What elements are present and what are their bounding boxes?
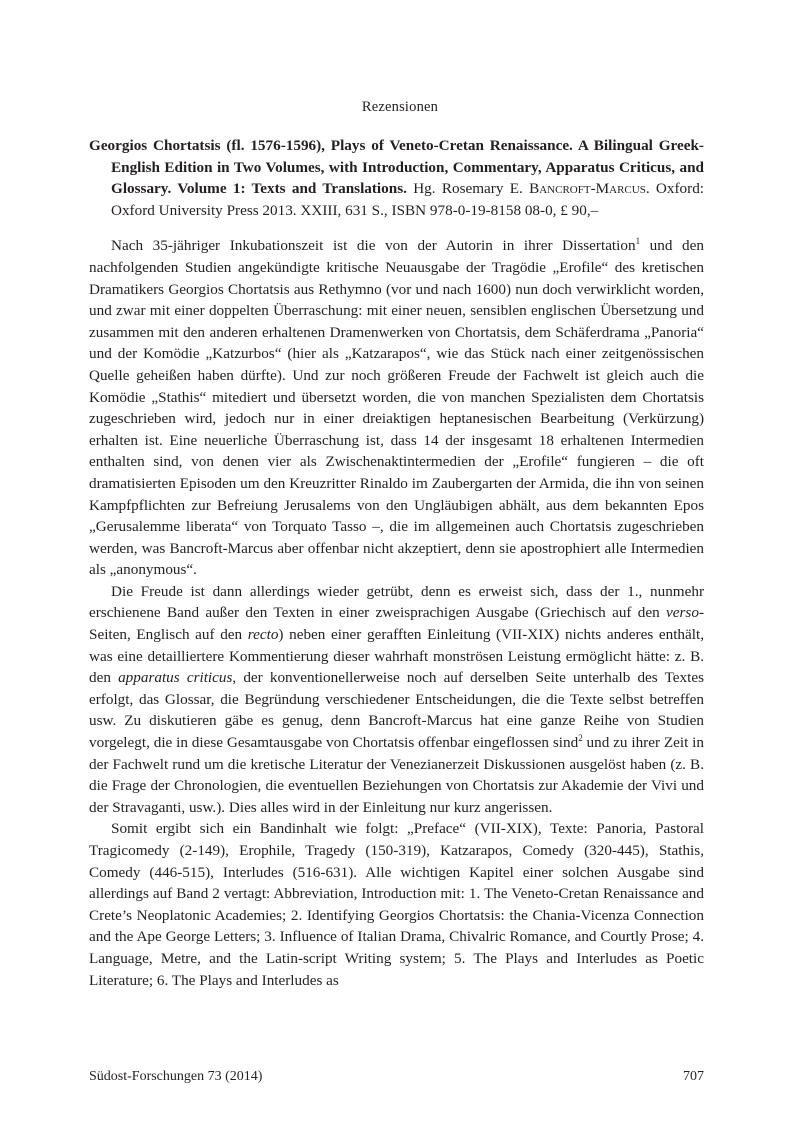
paragraph-2 — [89, 581, 704, 819]
paragraph-text: , der konventionellerweise noch auf derselben Seite unterhalb des Textes erfolgt, das Glossar, die Begründung verschiedener Entscheidungen, die die Texte selbst betreffen usw. Zu diskutieren gäbe es genug, denn Bancroft-Marcus hat eine ganze Reihe von Studien vorgelegt, die in diese Gesamtausgabe von Chortatsis offenbar eingeflossen sind — [89, 669, 704, 752]
paragraph-text: Nach 35-jähriger Inkubationszeit ist die von der Autorin in ihrer Dissertation — [111, 237, 636, 255]
footnote-ref-2: 2 — [578, 732, 583, 743]
review-content — [89, 135, 704, 991]
page-number: 707 — [683, 1069, 704, 1084]
publication-details: . Oxford: Oxford University Press 2013. XXIII, 631 S., ISBN 978-0-19-8158 08-0, £ 90,– — [111, 180, 705, 219]
editor-prefix: Hg. Rosemary E. — [413, 180, 523, 198]
paragraph-text: Die Freude ist dann allerdings wieder getrübt, denn es erweist sich, dass der 1., nunmehr erschienene Band außer den Texten in einer zweisprachigen Ausgabe (Griechisch auf den — [89, 582, 704, 622]
review-body — [89, 235, 704, 991]
editor-name: Bancroft-Marcus — [529, 180, 646, 198]
paragraph-1 — [89, 235, 704, 581]
italic-term: recto — [247, 626, 279, 644]
paragraph-text: ) neben einer gerafften Einleitung (VII-XIX) nichts anderes enthält, was eine detailliertere Kommentierung dieser wahrhaft monströsen Leistung ermöglicht hätte: z. B. den — [89, 626, 704, 687]
italic-term: apparatus criticus — [118, 669, 233, 687]
paragraph-text: -Seiten, Englisch auf den — [89, 604, 704, 644]
paragraph-text: und den nachfolgenden Studien angekündigte kritische Neuausgabe der Tragödie „Erofile“ des kretischen Dramatikers Georgios Chortatsis aus Rethymno (vor und nach 1600) nun doch verwirklicht worden, und zwar mit einer doppelten Überraschung: mit einer neuen, sensiblen englischen Übersetzung und zusammen mit den anderen erhaltenen Dramenwerken von Chortatsis, dem Schäferdrama „Panoria“ und der Komödie „Katzurbos“ (hier als „Katzarapos“, wie das Stück nach einer zeitgenössischen Quelle geheißen haben dürfte). Und zur noch größeren Freude der Fachwelt ist gleich auch die Komödie „Stathis“ mitediert und übersetzt worden, die von manchen Spezialisten dem Chortatsis zugeschrieben wird, jedoch nur in einer dreiaktigen heptanesischen Bearbeitung (Verkürzung) erhalten ist. Eine neuerliche Überraschung ist, dass 14 der insgesamt 18 erhaltenen Intermedien enthalten sind, von denen vier als Zwischenaktintermedien der „Erofile“ fungieren – die oft dramatisierten Episoden um den Kreuzritter Rinaldo im Zaubergarten der Armida, die ihn von seinen Kampfpflichten zur Befreiung Jerusalems von den Ungläubigen abhält, aus dem bekannten Epos „Gerusalemme liberata“ von Torquato Tasso –, die im allgemeinen auch Chortatsis zugeschrieben werden, was Bancroft-Marcus aber offenbar nicht akzeptiert, denn sie apostrophiert alle Intermedien als „anonymous“. — [89, 237, 704, 579]
running-head: Rezensionen — [361, 99, 439, 115]
review-heading — [89, 135, 704, 221]
journal-citation: Südost-Forschungen 73 (2014) — [89, 1069, 263, 1084]
paragraph-3: Somit ergibt sich ein Bandinhalt wie folgt: „Preface“ (VII-XIX), Texte: Panoria, Pastoral Tragicomedy (2-149), Erophile, Tragedy (150-319), Katzarapos, Comedy (320-445), Stathis, Comedy (446-515), Interludes (516-631). Alle wichtigen Kapitel einer solchen Ausgabe sind allerdings auf Band 2 vertagt: Abbreviation, Introduction mit: 1. The Veneto-Cretan Renaissance and Crete’s Neoplatonic Academies; 2. Identifying Georgios Chortatsis: the Chania-Vicenza Connection and the Ape George Letters; 3. Influence of Italian Drama, Chivalric Romance, and Courtly Prose; 4. Language, Metre, and the Latin-script Writing system; 5. The Plays and Interludes as Poetic Literature; 6. The Plays and Interludes as — [89, 820, 704, 989]
footnote-ref-1: 1 — [635, 236, 641, 247]
review-title: Georgios Chortatsis (fl. 1576-1596), Plays of Veneto-Cretan Renaissance. A Bilingual Greek-English Edition in Two Volumes, with Introduction, Commentary, Apparatus Criticus, and Glossary. Volume 1: Texts and Translations. — [89, 137, 704, 198]
paragraph-text: und zu ihrer Zeit in der Fachwelt rund um die kretische Literatur der Venezianerzeit Diskussionen ausgelöst haben (z. B. die Frage der Chronologien, die eventuellen Beziehungen von Chortatsis zur Akademie der Vivi und der Stravaganti, usw.). Dies alles wird in der Einleitung nur kurz angerissen. — [89, 734, 704, 816]
italic-term: verso — [666, 604, 699, 622]
